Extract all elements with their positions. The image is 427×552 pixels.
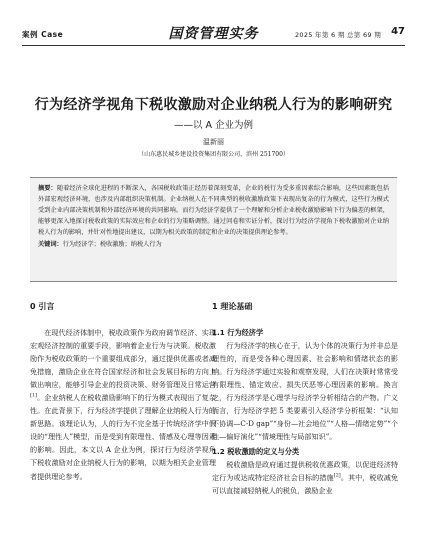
article-title: 行为经济学视角下税收激励对企业纳税人行为的影响研究 xyxy=(34,97,393,113)
intro-heading: 0 引言 xyxy=(30,302,55,311)
keywords-line xyxy=(38,239,389,250)
tax-incentive-paragraph xyxy=(212,458,398,497)
abstract-label: 摘要： xyxy=(38,185,57,192)
abstract-paragraph xyxy=(38,183,389,238)
citation: [1] xyxy=(30,392,38,399)
behavioral-econ-paragraph: 行为经济学的核心在于，认为个体的决策行为并非总是理性的，而是受各种心理因素、社会影响和情绪状态的影响。行为经济学通过实验和观察发现，人们在决策时常常受有限理性、锚定效应、损失厌恶等心理因素的影响。换言之，行为经济学是心理学与经济学分析相结合的产物。广义而言，行为经济学把 5 类要素引入经济学分析框架：“认知不协调—C-D gap”“身份—社会地位”“人格—情绪定势”“个性—偏好演化”“情境理性与局部知识”。 xyxy=(212,341,398,442)
abstract-text: 随着经济全球化进程的不断深入，各国税收政策正经历着深刻变革，企业的税行为受多重因素综合影响，这些因素既包括外部宏观经济环境，也涉及内部组织决策机制。企业纳税人在不同典型的税收激励政策下表现出复杂的行为模式，这些行为模式受到企业内部决策机制和外部经济环境的共同影响。而行为经济学提供了一个理解和分析企业税收激励影响下行为偏差的框架，能够更深入地探讨税收政策的实际效应和企业的行为策略调整。通过问卷和实证分析，探讨行为经济学视角下税收激励对企业纳税人行为的影响，并针对性地提出建议，以期为相关政策的制定和企业的决策提供理论参考。 xyxy=(38,185,390,237)
intro-paragraph xyxy=(30,326,216,483)
tax-incentive-text-cont: 。其中，税收减免可以直接减轻纳税人的税负，激励企业 xyxy=(212,473,398,496)
citation: [2] xyxy=(333,473,341,480)
page-header xyxy=(22,22,405,46)
subsection-heading-1-1: 1.1 行为经济学 xyxy=(212,328,264,337)
article-subtitle: ——以 A 企业为例 xyxy=(173,120,254,131)
right-column xyxy=(212,300,398,498)
intro-text-cont: 。企业纳税人在税收激励影响下的行为模式表现出了复杂性。在此背景下，行为经济学提供了理解企业纳税人行为的新思路。该理论认为，人的行为不完全基于传统经济学中假设的“理性人”模型，而是受到有限理性、情感及心理等因素的影响。因此，本文以 A 企业为例，探讨行为经济学视角下税收激励对企业纳税人行为的影响，以期为相关企业管理者提供理论参考。 xyxy=(30,393,216,481)
issue-info: 2025 年第 6 期 总第 69 期 xyxy=(294,31,381,39)
abstract-box xyxy=(30,177,397,282)
left-column xyxy=(30,300,216,483)
journal-logo: 国资管理实务 xyxy=(168,26,259,42)
tax-incentive-text: 税收激励是政府通过提供税收优惠政策，以促进经济特定行为或达成特定经济社会目标的措施 xyxy=(212,460,398,483)
theory-heading: 1 理论基础 xyxy=(212,302,253,311)
intro-text: 在现代经济体制中，税收政策作为政府调节经济、实现宏观经济控制的重要手段，影响着企业行为与决策。税收激励作为税收政策的一个重要组成部分，通过提供优惠或者减免措施，激励企业在符合国家经济和社会发展目标的方向上做出响应，能够引导企业的投资决策、财务管理及日常运营 xyxy=(30,328,216,390)
subsection-heading-1-2: 1.2 税收激励的定义与分类 xyxy=(212,447,300,457)
section-label: 案例 Case xyxy=(22,30,64,39)
author-name: 温新丽 xyxy=(203,138,224,146)
keywords-text: 行为经济学；税收激励；纳税人行为 xyxy=(62,241,162,249)
author-affiliation: （山东惠民城乡建设投资集团有限公司，滨州 251700） xyxy=(138,151,289,158)
page-number: 47 xyxy=(391,26,405,37)
keywords-label: 关键词： xyxy=(38,241,63,249)
